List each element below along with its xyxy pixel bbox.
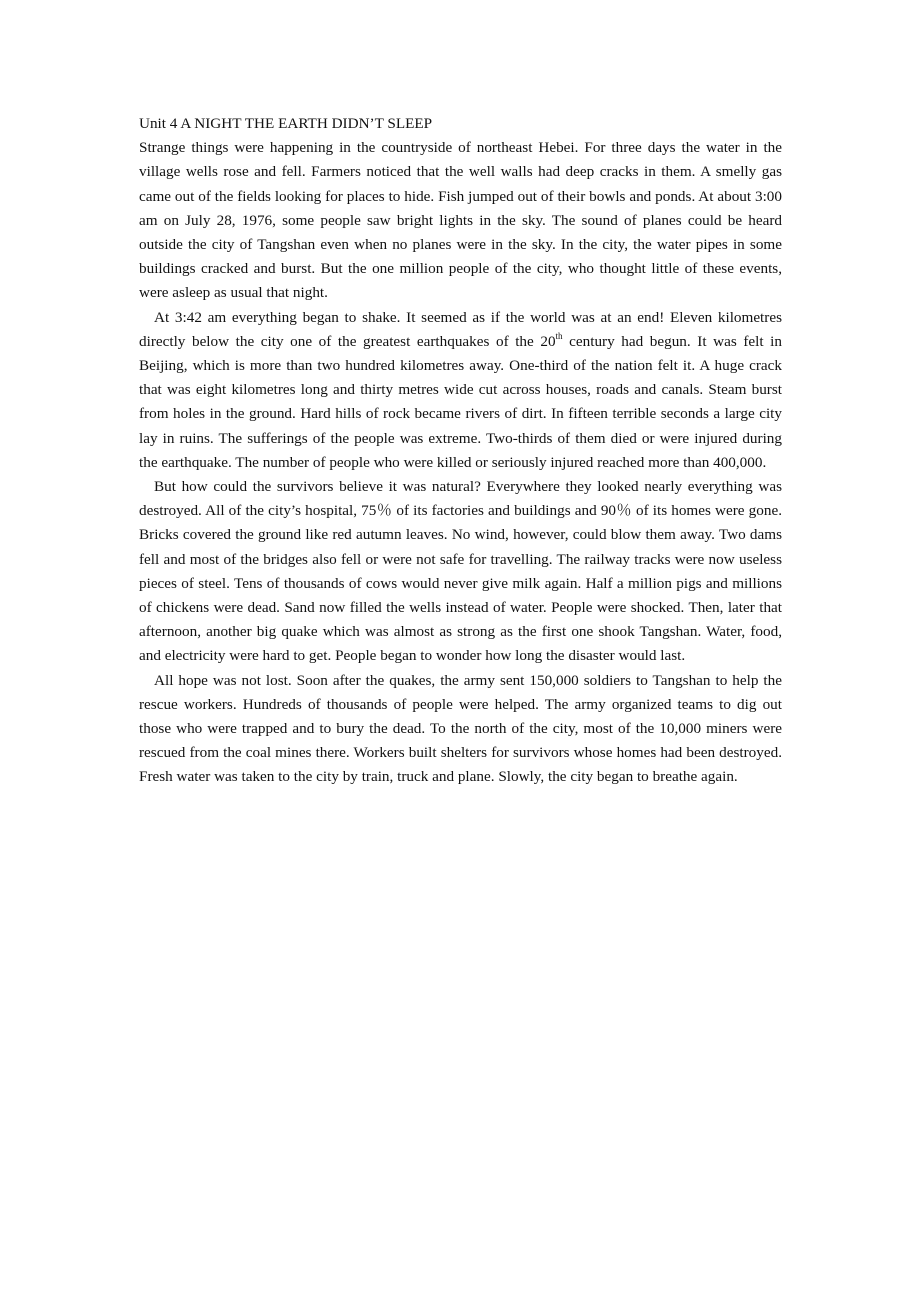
document-page bbox=[139, 112, 782, 790]
paragraph-2-text-before: At 3:42 am everything began to shake. It seemed as if the world was at an end! Eleven kilometres directly below the city one of the greatest earthquakes of the 20 bbox=[139, 308, 782, 350]
paragraph-1: Strange things were happening in the countryside of northeast Hebei. For three days the water in the village wells rose and fell. Farmers noticed that the well walls had deep cracks in them. A smelly gas came out of the fields looking for places to hide. Fish jumped out of their bowls and ponds. At about 3:00 am on July 28, 1976, some people saw bright lights in the sky. The sound of planes could be heard outside the city of Tangshan even when no planes were in the sky. In the city, the water pipes in some buildings cracked and burst. But the one million people of the city, who thought little of these events, were asleep as usual that night. bbox=[139, 139, 782, 302]
paragraph-2-text-after: century had begun. It was felt in Beijing, which is more than two hundred kilometres away. One-third of the nation felt it. A huge crack that was eight kilometres long and thirty metres wide cut across houses, roads and canals. Steam burst from holes in the ground. Hard hills of rock became rivers of dirt. In fifteen terrible seconds a large city lay in ruins. The sufferings of the people was extreme. Two-thirds of them died or were injured during the earthquake. The number of people who were killed or seriously injured reached more than 400,000. bbox=[139, 332, 782, 471]
unit-title: Unit 4 A NIGHT THE EARTH DIDN’T SLEEP bbox=[139, 115, 433, 132]
paragraph-3: But how could the survivors believe it was natural? Everywhere they looked nearly everything was destroyed. All of the city’s hospital, 75％ of its factories and buildings and 90％ of its homes were gone. Bricks covered the ground like red autumn leaves. No wind, however, could blow them away. Two dams fell and most of the bridges also fell or were not safe for travelling. The railway tracks were now useless pieces of steel. Tens of thousands of cows would never give milk again. Half a million pigs and millions of chickens were dead. Sand now filled the wells instead of water. People were shocked. Then, later that afternoon, another big quake which was almost as strong as the first one shook Tangshan. Water, food, and electricity were hard to get. People began to wonder how long the disaster would last. bbox=[139, 478, 782, 665]
paragraph-4: All hope was not lost. Soon after the quakes, the army sent 150,000 soldiers to Tangshan to help the rescue workers. Hundreds of thousands of people were helped. The army organized teams to dig out those who were trapped and to bury the dead. To the north of the city, most of the 10,000 miners were rescued from the coal mines there. Workers built shelters for survivors whose homes had been destroyed. Fresh water was taken to the city by train, truck and plane. Slowly, the city began to breathe again. bbox=[139, 671, 782, 786]
paragraph-2 bbox=[139, 306, 782, 475]
superscript-ordinal: th bbox=[555, 330, 563, 341]
